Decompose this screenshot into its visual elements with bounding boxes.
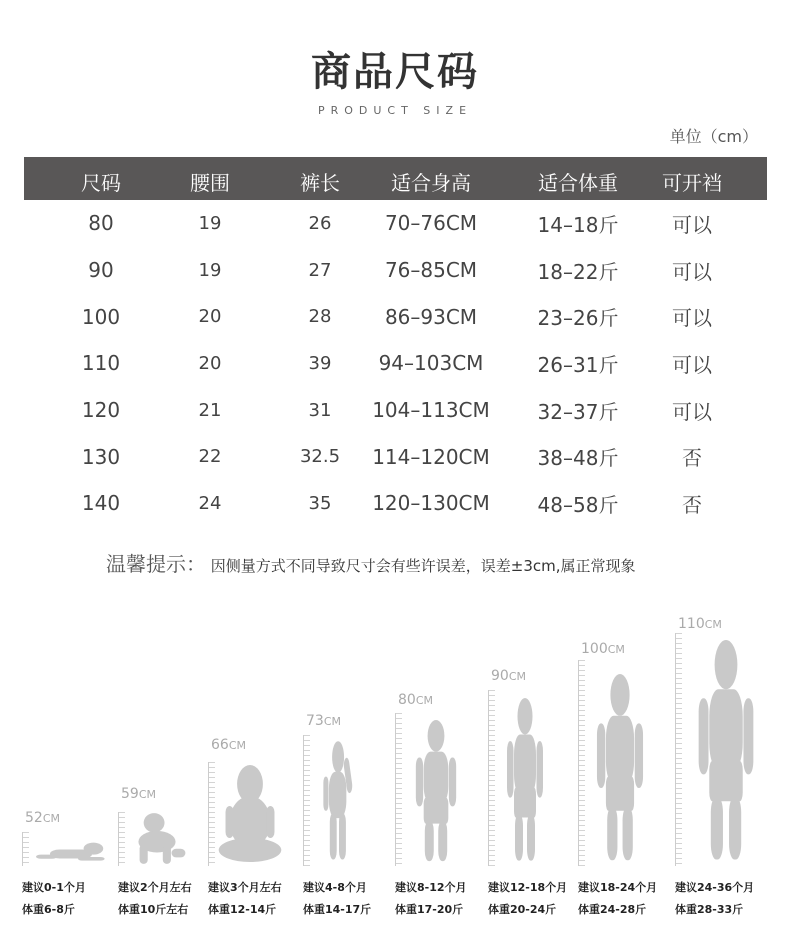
page-subtitle: PRODUCT SIZE xyxy=(317,104,473,117)
height-label xyxy=(678,616,722,632)
table-cell: 27 xyxy=(308,259,332,281)
table-cell: 114–120CM xyxy=(372,444,490,469)
col-header-height: 适合身高 xyxy=(391,171,471,195)
table-cell: 32.5 xyxy=(299,446,341,468)
table-row xyxy=(24,293,767,340)
height-ruler xyxy=(578,660,585,866)
weight-suggestion: 体重20-24斤 xyxy=(488,903,557,916)
height-ruler xyxy=(22,832,29,866)
table-cell: 100 xyxy=(81,304,121,329)
height-ruler xyxy=(303,735,310,866)
table-cell: 48–58斤 xyxy=(537,492,619,517)
height-unit: CM xyxy=(704,618,722,631)
height-unit: CM xyxy=(228,739,246,752)
table-cell: 38–48斤 xyxy=(537,446,619,471)
table-cell: 130 xyxy=(81,444,121,469)
height-label xyxy=(306,713,341,729)
age-suggestion: 建议0-1个月 xyxy=(22,881,86,894)
table-cell: 22 xyxy=(198,446,222,468)
weight-suggestion: 体重28-33斤 xyxy=(675,903,744,916)
table-cell: 18–22斤 xyxy=(537,259,619,284)
table-cell: 76–85CM xyxy=(384,258,478,283)
table-cell: 70–76CM xyxy=(384,211,478,236)
age-suggestion: 建议12-18个月 xyxy=(488,881,568,894)
height-value: 110 xyxy=(678,616,705,632)
age-suggestion: 建议24-36个月 xyxy=(675,881,755,894)
table-row xyxy=(24,433,767,480)
age-caption xyxy=(488,877,567,921)
height-value: 90 xyxy=(491,668,509,684)
tip-lead: 温馨提示： xyxy=(106,552,206,576)
weight-suggestion: 体重12-14斤 xyxy=(208,903,277,916)
table-cell: 104–113CM xyxy=(372,398,490,423)
silhouette-shape xyxy=(36,836,106,866)
table-row xyxy=(24,387,767,434)
col-header-size: 尺码 xyxy=(81,171,121,195)
table-cell: 35 xyxy=(308,492,332,514)
age-suggestion: 建议18-24个月 xyxy=(578,881,658,894)
table-cell: 26–31斤 xyxy=(537,352,619,377)
age-suggestion: 建议4-8个月 xyxy=(303,881,367,894)
height-unit: CM xyxy=(138,788,156,801)
col-header-weight: 适合体重 xyxy=(538,171,618,195)
age-caption xyxy=(22,877,86,921)
height-ruler xyxy=(488,690,495,866)
height-ruler xyxy=(208,762,215,866)
unit-label: 单位（cm） xyxy=(669,127,758,146)
height-label xyxy=(581,641,625,657)
height-unit: CM xyxy=(508,670,526,683)
weight-suggestion: 体重14-17斤 xyxy=(303,903,372,916)
table-cell: 110 xyxy=(81,351,121,376)
child-silhouette-icon xyxy=(408,720,464,864)
silhouette-shape xyxy=(500,698,550,864)
table-header xyxy=(24,157,767,200)
col-header-waist: 腰围 xyxy=(190,171,230,195)
table-cell: 19 xyxy=(198,212,222,234)
table-cell: 24 xyxy=(198,492,222,514)
table-cell: 14–18斤 xyxy=(537,212,619,237)
table-cell: 21 xyxy=(198,399,222,421)
table-cell: 23–26斤 xyxy=(537,306,619,331)
silhouette-shape xyxy=(688,640,764,864)
table-cell: 可以 xyxy=(672,306,712,331)
child-silhouette-icon xyxy=(36,836,106,866)
child-silhouette-icon xyxy=(128,812,186,866)
weight-suggestion: 体重10斤左右 xyxy=(118,903,189,916)
age-caption xyxy=(303,877,371,921)
height-unit: CM xyxy=(607,643,625,656)
table-cell: 可以 xyxy=(672,212,712,237)
height-label xyxy=(211,737,246,753)
height-value: 80 xyxy=(398,692,416,708)
table-cell: 31 xyxy=(308,399,332,421)
table-row xyxy=(24,200,767,247)
page-title: 商品尺码 xyxy=(311,49,479,95)
table-cell: 否 xyxy=(682,446,702,471)
height-label xyxy=(25,810,60,826)
silhouette-shape xyxy=(128,812,186,866)
height-unit: CM xyxy=(323,715,341,728)
table-cell: 可以 xyxy=(672,399,712,424)
table-cell: 120 xyxy=(81,398,121,423)
size-table xyxy=(24,157,767,527)
height-ruler xyxy=(395,713,402,866)
table-row xyxy=(24,340,767,387)
weight-suggestion: 体重6-8斤 xyxy=(22,903,75,916)
weight-suggestion: 体重24-28斤 xyxy=(578,903,647,916)
child-silhouette-icon xyxy=(500,698,550,864)
age-caption xyxy=(118,877,192,921)
age-suggestion: 建议8-12个月 xyxy=(395,881,467,894)
table-cell: 94–103CM xyxy=(378,351,484,376)
height-value: 59 xyxy=(121,786,139,802)
child-silhouette-icon xyxy=(588,674,652,864)
tip-text: 因侧量方式不同导致尺寸会有些许误差，误差±3cm,属正常现象 xyxy=(210,557,636,575)
height-ruler xyxy=(118,812,125,866)
height-value: 73 xyxy=(306,713,324,729)
weight-suggestion: 体重17-20斤 xyxy=(395,903,464,916)
height-value: 52 xyxy=(25,810,43,826)
age-caption xyxy=(675,877,754,921)
age-suggestion: 建议3个月左右 xyxy=(208,881,282,894)
table-cell: 140 xyxy=(81,491,121,516)
height-ruler xyxy=(675,633,682,866)
age-suggestion: 建议2个月左右 xyxy=(118,881,192,894)
table-cell: 20 xyxy=(198,306,222,328)
table-row xyxy=(24,247,767,294)
table-cell: 19 xyxy=(198,259,222,281)
silhouette-shape xyxy=(316,740,362,862)
table-cell: 26 xyxy=(308,212,332,234)
age-caption xyxy=(395,877,467,921)
table-cell: 32–37斤 xyxy=(537,399,619,424)
table-body xyxy=(24,200,767,527)
height-value: 100 xyxy=(581,641,608,657)
height-label xyxy=(491,668,526,684)
table-cell: 否 xyxy=(682,492,702,517)
table-cell: 28 xyxy=(308,306,332,328)
height-value: 66 xyxy=(211,737,229,753)
age-caption xyxy=(578,877,657,921)
table-cell: 39 xyxy=(308,352,332,374)
col-header-length: 裤长 xyxy=(300,171,340,195)
tip-note xyxy=(106,548,636,577)
age-caption xyxy=(208,877,282,921)
table-cell: 90 xyxy=(88,258,114,283)
height-unit: CM xyxy=(42,812,60,825)
height-label xyxy=(398,692,433,708)
col-header-open-crotch: 可开裆 xyxy=(662,171,722,195)
table-cell: 80 xyxy=(88,211,114,236)
child-silhouette-icon xyxy=(688,640,764,864)
child-silhouette-icon xyxy=(216,764,284,864)
table-cell: 120–130CM xyxy=(372,491,490,516)
table-cell: 86–93CM xyxy=(384,304,478,329)
child-silhouette-icon xyxy=(316,740,362,862)
height-label xyxy=(121,786,156,802)
table-cell: 可以 xyxy=(672,352,712,377)
silhouette-shape xyxy=(588,674,652,864)
silhouette-shape xyxy=(216,764,284,864)
table-row xyxy=(24,480,767,527)
table-cell: 可以 xyxy=(672,259,712,284)
table-cell: 20 xyxy=(198,352,222,374)
height-unit: CM xyxy=(415,694,433,707)
silhouette-shape xyxy=(408,720,464,864)
